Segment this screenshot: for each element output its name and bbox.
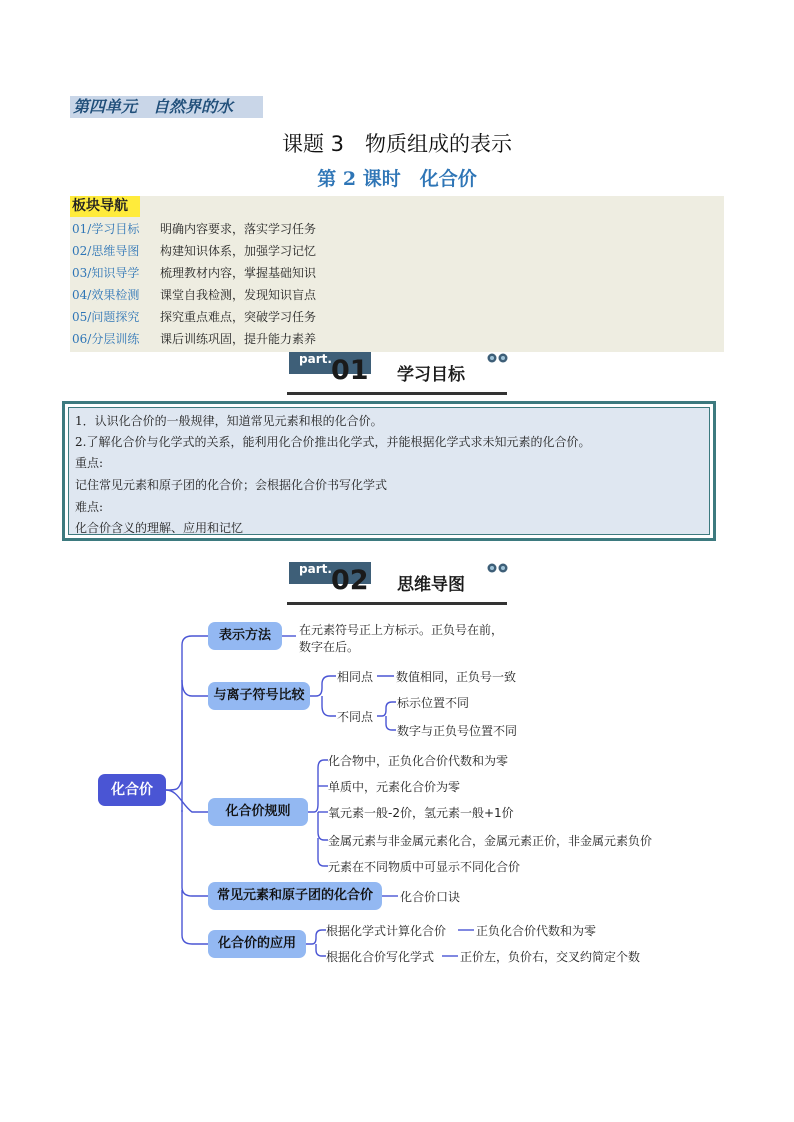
nav-item-desc: 课堂自我检测，发现知识盲点 [160, 288, 317, 302]
leaf-text: 单质中，元素化合价为零 [328, 780, 461, 794]
mind-map-root: 化合价 [98, 774, 166, 806]
leaf-text: 氧元素一般-2价，氢元素一般+1价 [328, 806, 514, 820]
branch-valence-rules: 化合价规则 [208, 798, 308, 826]
part-tag: part. [289, 352, 371, 374]
nav-item [72, 329, 316, 350]
decor-dots-icon [487, 352, 509, 364]
leaf-text: 标示位置不同 [397, 696, 470, 710]
leaf-label-diff: 不同点 [337, 710, 374, 724]
branch-notation: 表示方法 [208, 622, 282, 650]
leaf-text: 根据化学式计算化合价 [326, 924, 447, 938]
part-underline [287, 392, 507, 395]
nav-item-key: 03/知识导学 [72, 266, 140, 280]
goal-line: 1．认识化合价的一般规律，知道常见元素和根的化合价。 [75, 414, 383, 428]
leaf-text: 在元素符号正上方标示。正负号在前， [299, 623, 504, 637]
mind-map [0, 600, 794, 980]
part-tag: part. [289, 562, 371, 584]
nav-item [72, 263, 316, 284]
part-number: 01 [331, 355, 369, 386]
nav-item [72, 219, 316, 240]
page-subtitle: 第 2 课时 化合价 [317, 168, 477, 190]
leaf-text: 正价左，负价右，交叉约简定个数 [460, 950, 641, 964]
leaf-label-same: 相同点 [337, 670, 374, 684]
nav-item-key: 04/效果检测 [72, 288, 140, 302]
leaf-text: 数值相同，正负号一致 [396, 670, 517, 684]
nav-item-key: 06/分层训练 [72, 332, 140, 346]
nav-item [72, 285, 316, 306]
leaf-text: 元素在不同物质中可显示不同化合价 [328, 860, 521, 874]
goal-line: 重点: [75, 456, 104, 470]
leaf-text: 金属元素与非金属元素化合，金属元素正价，非金属元素负价 [328, 834, 653, 848]
section-navigation [70, 196, 724, 352]
page-title: 课题 3 物质组成的表示 [281, 132, 513, 156]
branch-common-valences: 常见元素和原子团的化合价 [208, 882, 382, 910]
goal-line: 记住常见元素和原子团的化合价；会根据化合价书写化学式 [75, 478, 388, 492]
part-number: 02 [331, 565, 369, 596]
goal-line: 难点: [75, 500, 104, 514]
nav-item-key: 05/问题探究 [72, 310, 140, 324]
decor-dots-icon [487, 562, 509, 574]
nav-item [72, 307, 316, 328]
unit-banner: 第四单元 自然界的水 [70, 96, 263, 118]
leaf-text: 数字在后。 [299, 640, 360, 654]
part-label: 学习目标 [397, 365, 465, 385]
nav-item-desc: 课后训练巩固，提升能力素养 [160, 332, 317, 346]
leaf-text: 根据化合价写化学式 [326, 950, 435, 964]
nav-item-key: 02/思维导图 [72, 244, 140, 258]
nav-item-desc: 明确内容要求，落实学习任务 [160, 222, 317, 236]
nav-item-key: 01/学习目标 [72, 222, 140, 236]
part-label: 思维导图 [397, 575, 465, 595]
branch-valence-application: 化合价的应用 [208, 930, 306, 958]
leaf-text: 化合物中，正负化合价代数和为零 [328, 754, 509, 768]
leaf-text: 正负化合价代数和为零 [476, 924, 597, 938]
nav-item [72, 241, 316, 262]
nav-item-desc: 梳理教材内容，掌握基础知识 [160, 266, 317, 280]
leaf-text: 数字与正负号位置不同 [397, 724, 518, 738]
part-01-header [287, 352, 509, 396]
learning-goals-content [68, 407, 710, 535]
branch-ion-compare: 与离子符号比较 [208, 682, 310, 710]
nav-item-desc: 构建知识体系，加强学习记忆 [160, 244, 317, 258]
goal-line: 化合价含义的理解、应用和记忆 [75, 521, 244, 535]
goal-line: 2.了解化合价与化学式的关系，能利用化合价推出化学式，并能根据化学式求未知元素的化合价。 [75, 435, 591, 449]
nav-title: 板块导航 [70, 196, 140, 217]
learning-goals-box [62, 401, 716, 541]
nav-item-desc: 探究重点难点，突破学习任务 [160, 310, 317, 324]
leaf-text: 化合价口诀 [400, 890, 461, 904]
